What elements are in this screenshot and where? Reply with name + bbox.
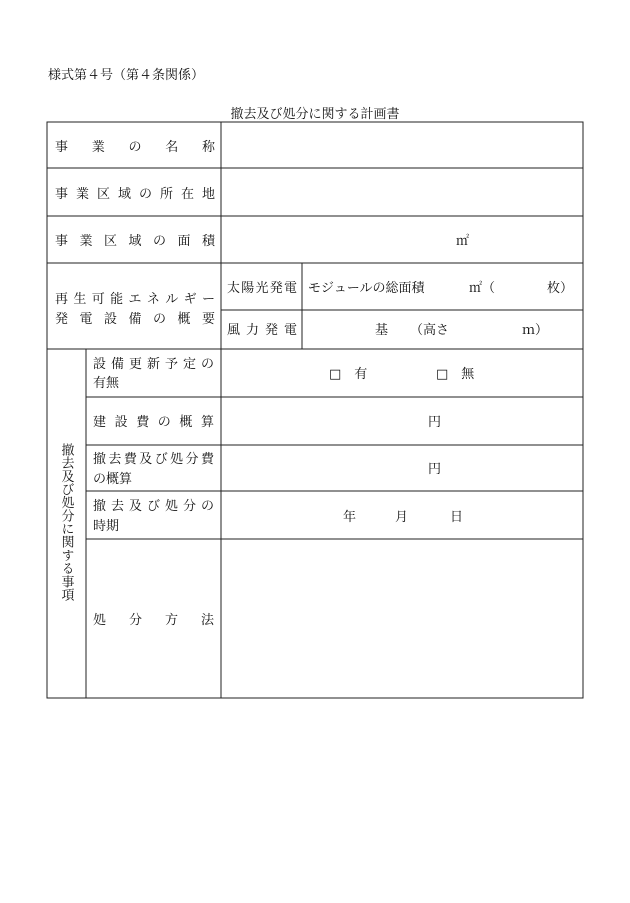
label-business-name: 事業の名称 — [55, 140, 215, 155]
wind-height-unit: ｍ） — [522, 323, 549, 338]
label-module-area: モジュールの総面積 — [308, 281, 425, 296]
label-construction-cost: 建設費の概算 — [93, 415, 214, 430]
solar-area-unit: ㎡（ — [469, 281, 496, 296]
wind-height-label: （高さ — [410, 323, 450, 338]
label-timing-line1: 撤去及び処分の — [93, 499, 214, 514]
timing-year: 年 — [343, 510, 357, 525]
label-removal-cost-line2: の概算 — [93, 472, 133, 487]
label-solar: 太陽光発電 — [227, 281, 297, 296]
construction-cost-unit: 円 — [428, 415, 442, 430]
label-renewal-line2: 有無 — [93, 376, 120, 391]
label-equipment-line2: 発電設備の概要 — [55, 312, 215, 327]
timing-month: 月 — [395, 510, 409, 525]
document-title: 撤去及び処分に関する計画書 — [230, 107, 400, 122]
table-border — [47, 122, 583, 698]
label-removal-section: 撤去及び処分に関する事項 — [58, 443, 74, 601]
label-area-location: 事業区域の所在地 — [55, 187, 215, 202]
label-renewal-line1: 設備更新予定の — [93, 357, 214, 372]
label-equipment-line1: 再生可能エネルギー — [55, 292, 215, 307]
removal-cost-unit: 円 — [428, 462, 442, 477]
solar-count-unit: 枚） — [547, 281, 574, 296]
label-disposal-method: 処分方法 — [93, 613, 214, 628]
label-wind: 風力発電 — [227, 323, 297, 338]
form-number: 様式第４号（第４条関係） — [48, 68, 205, 83]
label-timing-line2: 時期 — [93, 519, 120, 534]
renewal-option-yes[interactable]: □ 有 — [329, 367, 368, 382]
renewal-option-no[interactable]: □ 無 — [436, 367, 475, 382]
area-unit: ㎡ — [456, 234, 470, 249]
wind-count-unit: 基 — [375, 323, 389, 338]
timing-day: 日 — [450, 510, 464, 525]
label-area-size: 事業区域の面積 — [55, 234, 215, 249]
label-removal-cost-line1: 撤去費及び処分費 — [93, 452, 214, 467]
